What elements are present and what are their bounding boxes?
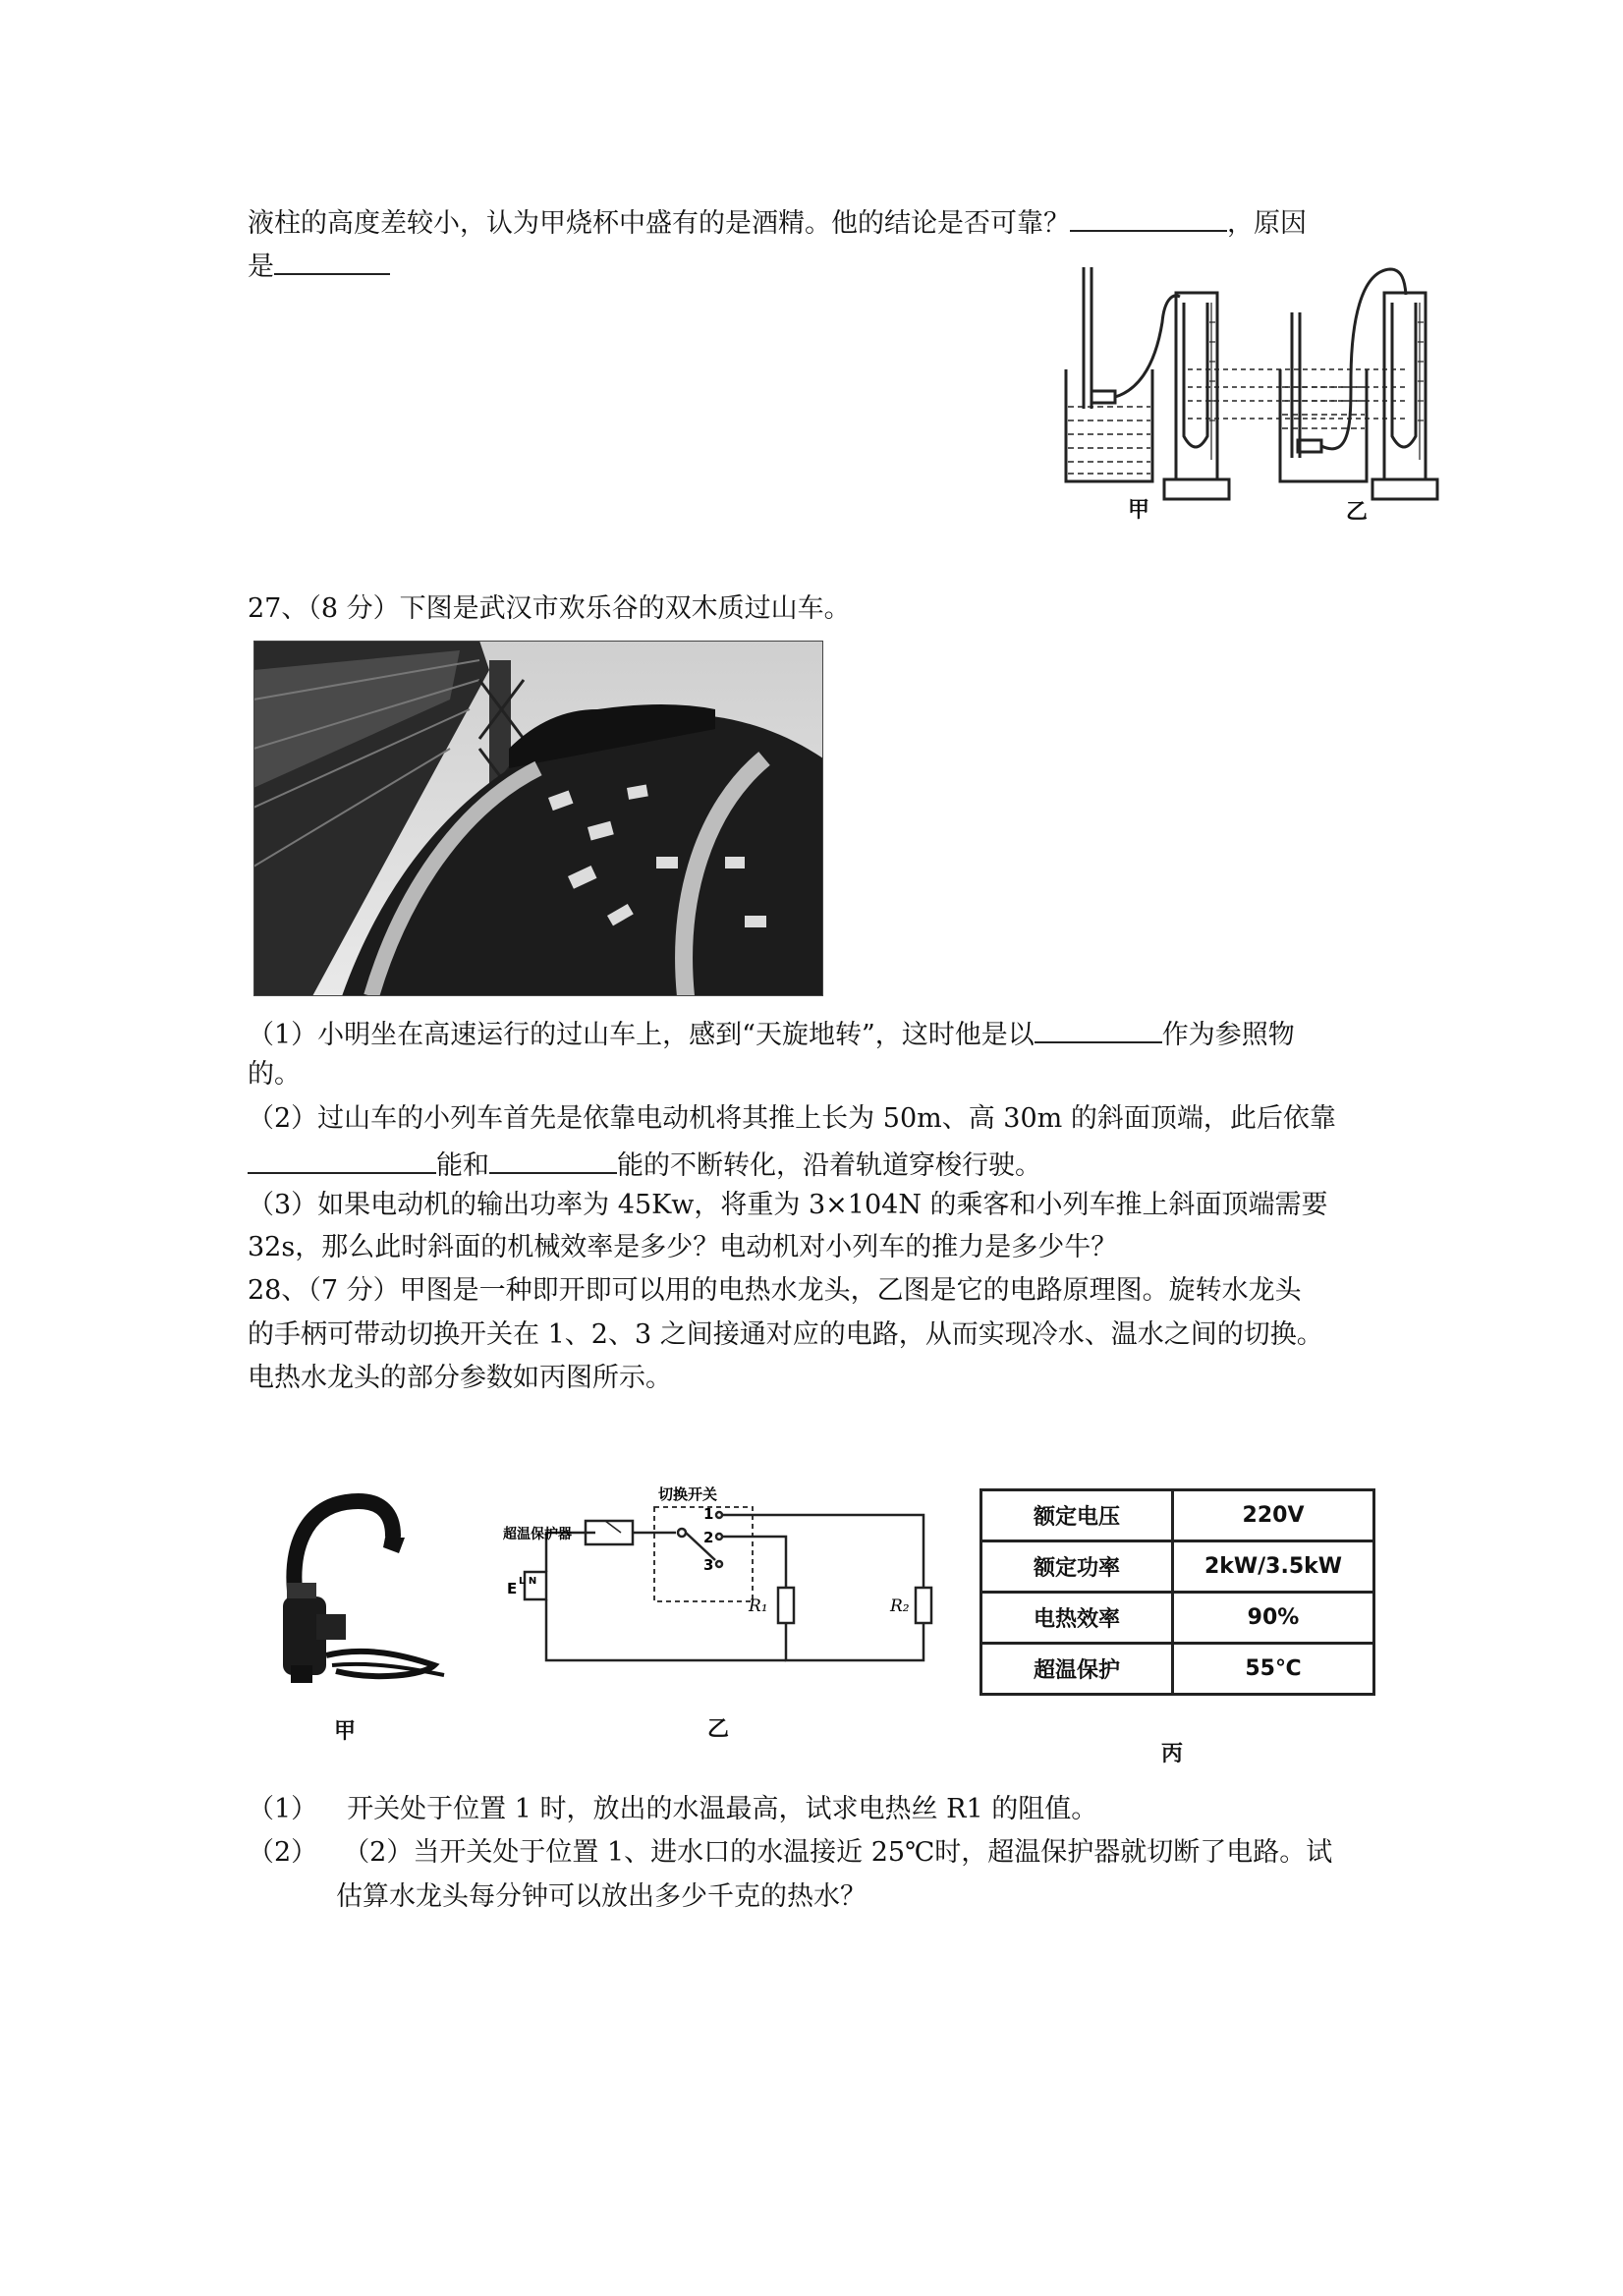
answer-blank[interactable] [248, 1143, 436, 1174]
table-row: 电热效率 90% [981, 1593, 1374, 1644]
q28-line3: 电热水龙头的部分参数如丙图所示。 [248, 1363, 672, 1393]
q27-part3-cont: 32s，那么此时斜面的机械效率是多少？电动机对小列车的推力是多少牛？ [248, 1232, 1118, 1262]
answer-blank[interactable] [489, 1143, 617, 1174]
q27-part3: （3）如果电动机的输出功率为 45Kw，将重为 3×104N 的乘客和小列车推上斜面顶端需要 [248, 1190, 1328, 1220]
fig-caption-yi: 乙 [707, 1717, 730, 1742]
q28-line1: 28、（7 分）甲图是一种即开即可以用的电热水龙头，乙图是它的电路原理图。旋转水龙头 [248, 1275, 1302, 1306]
r1-label: R₁ [749, 1596, 768, 1616]
q27-title: 27、（8 分）下图是武汉市欢乐谷的双木质过山车。 [248, 593, 851, 624]
switch-pos-3: 3 [703, 1556, 714, 1574]
table-row: 额定功率 2kW/3.5kW [981, 1541, 1374, 1593]
table-row: 额定电压 220V [981, 1490, 1374, 1541]
fig-caption-bing: 丙 [1161, 1742, 1184, 1766]
plug-pin-labels: L N [519, 1576, 537, 1587]
fig-label-jia: 甲 [1128, 498, 1150, 523]
q27-part2-blanks: 能和 能的不断转化，沿着轨道穿梭行驶。 [248, 1143, 1041, 1186]
answer-blank[interactable] [1070, 200, 1227, 232]
fig-caption-jia: 甲 [334, 1719, 357, 1744]
q27-part2: （2）过山车的小列车首先是依靠电动机将其推上长为 50m、高 30m 的斜面顶端，此后依靠 [248, 1103, 1336, 1134]
r2-label: R₂ [890, 1596, 910, 1616]
faucet-figure [267, 1488, 454, 1695]
answer-blank[interactable] [274, 244, 390, 275]
q26-line2: 是 [248, 244, 390, 287]
circuit-diagram [479, 1474, 941, 1700]
plug-e-label: E [507, 1580, 518, 1597]
parameter-table [979, 1488, 1375, 1696]
q27-part1: （1）小明坐在高速运行的过山车上，感到“天旋地转”，这时他是以 作为参照物 [248, 1012, 1295, 1055]
table-row: 超温保护 55℃ [981, 1644, 1374, 1695]
fig-label-yi: 乙 [1346, 500, 1369, 525]
switch-pos-1: 1 [703, 1505, 714, 1523]
q26-line1: 液柱的高度差较小，认为甲烧杯中盛有的是酒精。他的结论是否可靠？ ，原因 [248, 200, 1307, 244]
roller-coaster-photo [253, 641, 823, 996]
answer-blank[interactable] [1035, 1012, 1162, 1043]
q27-part1-end: 的。 [248, 1059, 301, 1090]
switch-label: 切换开关 [658, 1485, 718, 1503]
q28-sub1: （1） 开关处于位置 1 时，放出的水温最高，试求电热丝 R1 的阻值。 [248, 1794, 1098, 1824]
q28-sub2-cont: 估算水龙头每分钟可以放出多少千克的热水？ [336, 1881, 867, 1912]
q28-sub2: （2） （2）当开关处于位置 1、进水口的水温接近 25℃时，超温保护器就切断了电路。试 [248, 1837, 1333, 1868]
manometer-figure [1056, 263, 1459, 529]
q28-line2: 的手柄可带动切换开关在 1、2、3 之间接通对应的电路，从而实现冷水、温水之间的切换。 [248, 1319, 1323, 1350]
switch-pos-2: 2 [703, 1529, 714, 1546]
protector-label: 超温保护器 [503, 1527, 572, 1542]
